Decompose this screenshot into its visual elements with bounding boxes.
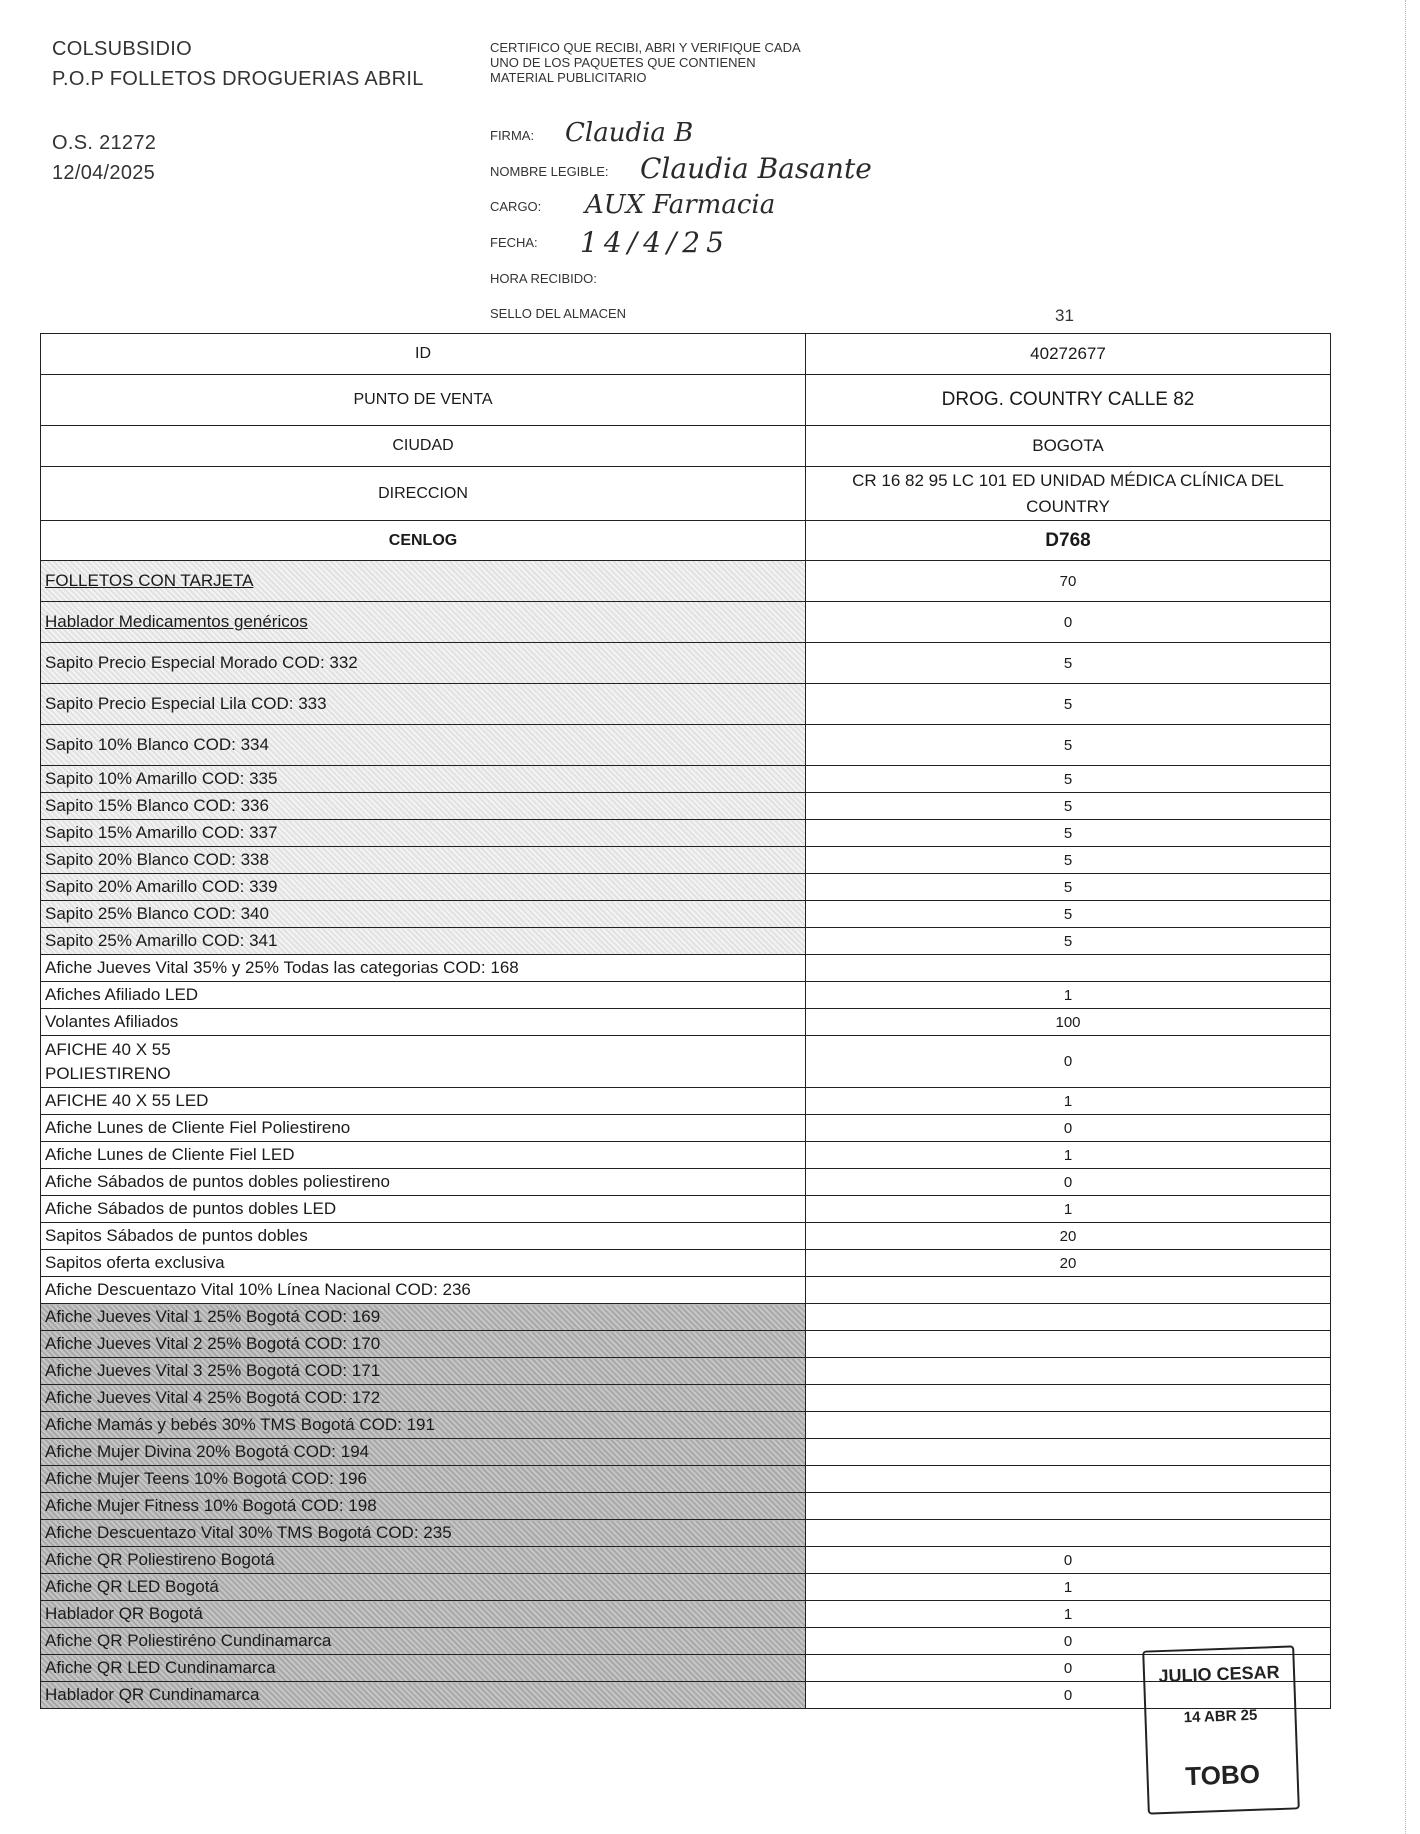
item-row [41, 602, 1331, 643]
item-quantity: 100 [806, 1009, 1331, 1036]
item-quantity [806, 1304, 1331, 1331]
fecha-label: FECHA: [490, 235, 538, 250]
item-row [41, 1196, 1331, 1223]
item-label [41, 1520, 806, 1547]
item-label-text: AFICHE 40 X 55 LED [45, 1091, 209, 1110]
row-id [41, 334, 1331, 375]
item-label [41, 901, 806, 928]
item-label [41, 1115, 806, 1142]
item-label [41, 955, 806, 982]
item-quantity: 1 [806, 1574, 1331, 1601]
item-quantity: 5 [806, 847, 1331, 874]
item-quantity: 1 [806, 1088, 1331, 1115]
item-label-text: Sapito Precio Especial Morado COD: 332 [45, 653, 358, 672]
cargo-label: CARGO: [490, 199, 542, 214]
item-row [41, 1682, 1331, 1709]
hora-label: HORA RECIBIDO: [490, 271, 597, 286]
row-cenlog [41, 521, 1331, 561]
item-quantity [806, 1385, 1331, 1412]
item-quantity [806, 1520, 1331, 1547]
cenlog-value: D768 [806, 521, 1331, 561]
item-label [41, 1358, 806, 1385]
item-label [41, 1439, 806, 1466]
item-label [41, 1277, 806, 1304]
item-label-text-line2: POLIESTIRENO [45, 1063, 171, 1083]
item-label-text: Afiche Jueves Vital 1 25% Bogotá COD: 169 [45, 1307, 381, 1326]
item-label [41, 1304, 806, 1331]
item-row [41, 1574, 1331, 1601]
row-direccion [41, 467, 1331, 521]
stamp-name: JULIO CESAR [1158, 1661, 1280, 1687]
id-value: 40272677 [806, 334, 1331, 375]
item-row [41, 1250, 1331, 1277]
item-label [41, 847, 806, 874]
item-label-text: Sapito 20% Blanco COD: 338 [45, 850, 269, 869]
item-label-text: Volantes Afiliados [45, 1012, 179, 1031]
item-label-text: Afiche Mujer Teens 10% Bogotá COD: 196 [45, 1469, 367, 1488]
item-label-text: Sapito 20% Amarillo COD: 339 [45, 877, 278, 896]
item-quantity: 70 [806, 561, 1331, 602]
order-number: O.S. 21272 [52, 132, 157, 154]
direccion-line-2: COUNTRY [1026, 496, 1110, 516]
item-label-text: Afiche Mujer Divina 20% Bogotá COD: 194 [45, 1442, 370, 1461]
item-quantity [806, 1412, 1331, 1439]
item-row [41, 847, 1331, 874]
item-quantity: 5 [806, 793, 1331, 820]
punto-venta-value: DROG. COUNTRY CALLE 82 [806, 375, 1331, 426]
item-label-text: Sapitos Sábados de puntos dobles [45, 1226, 308, 1245]
item-label-text: Hablador QR Cundinamarca [45, 1685, 260, 1704]
sello-label: SELLO DEL ALMACEN [490, 306, 627, 321]
item-quantity: 20 [806, 1223, 1331, 1250]
item-quantity: 1 [806, 982, 1331, 1009]
item-row [41, 643, 1331, 684]
scan-edge-line [1405, 0, 1406, 1834]
item-label-text: Sapitos oferta exclusiva [45, 1253, 225, 1272]
item-row [41, 1115, 1331, 1142]
item-label [41, 1493, 806, 1520]
item-label [41, 1628, 806, 1655]
item-row [41, 1466, 1331, 1493]
item-label [41, 928, 806, 955]
item-row [41, 1412, 1331, 1439]
item-label [41, 643, 806, 684]
item-label-text: Afiche Mujer Fitness 10% Bogotá COD: 198 [45, 1496, 377, 1515]
item-row [41, 1142, 1331, 1169]
item-row [41, 1493, 1331, 1520]
document-header [52, 34, 424, 188]
item-quantity: 5 [806, 643, 1331, 684]
item-row [41, 1547, 1331, 1574]
item-row [41, 820, 1331, 847]
delivery-table [40, 333, 1331, 1709]
item-row [41, 1439, 1331, 1466]
item-row [41, 1601, 1331, 1628]
item-label [41, 1574, 806, 1601]
item-quantity: 1 [806, 1601, 1331, 1628]
direccion-value [806, 467, 1331, 521]
company-name: COLSUBSIDIO [52, 38, 192, 60]
direccion-label: DIRECCION [41, 467, 806, 521]
certification-text: CERTIFICO QUE RECIBI, ABRI Y VERIFIQUE CADA UNO DE LOS PAQUETES QUE CONTIENEN MATERIAL PUBLICITARIO [490, 40, 800, 85]
stamp-place: TOBO [1184, 1758, 1261, 1792]
item-label [41, 1142, 806, 1169]
item-row [41, 793, 1331, 820]
item-row [41, 1520, 1331, 1547]
campaign-title: P.O.P FOLLETOS DROGUERIAS ABRIL [52, 68, 424, 90]
item-quantity: 0 [806, 1655, 1331, 1682]
item-row [41, 901, 1331, 928]
item-label [41, 1009, 806, 1036]
item-label [41, 602, 806, 643]
item-label-text: Hablador Medicamentos genéricos [45, 612, 308, 631]
item-label [41, 1547, 806, 1574]
item-label [41, 684, 806, 725]
item-quantity: 20 [806, 1250, 1331, 1277]
nombre-handwritten: Claudia Basante [640, 152, 872, 185]
item-label-text: Afiche Lunes de Cliente Fiel LED [45, 1145, 295, 1164]
punto-venta-label: PUNTO DE VENTA [41, 375, 806, 426]
item-label-text: Sapito 10% Amarillo COD: 335 [45, 769, 278, 788]
item-row [41, 982, 1331, 1009]
item-label [41, 1196, 806, 1223]
item-quantity [806, 1466, 1331, 1493]
item-label-text: Afiche Sábados de puntos dobles LED [45, 1199, 337, 1218]
item-row [41, 725, 1331, 766]
item-quantity [806, 1439, 1331, 1466]
item-label [41, 1088, 806, 1115]
item-quantity: 0 [806, 1682, 1331, 1709]
stamp-date: 14 ABR 25 [1183, 1706, 1258, 1727]
item-label-text: Afiche Lunes de Cliente Fiel Poliestireno [45, 1118, 351, 1137]
item-label-text: Afiche Descuentazo Vital 10% Línea Nacional COD: 236 [45, 1280, 471, 1299]
warehouse-stamp [1142, 1645, 1300, 1814]
item-label-text: Sapito 15% Amarillo COD: 337 [45, 823, 278, 842]
item-label-text: Sapito 25% Amarillo COD: 341 [45, 931, 278, 950]
item-label-text: FOLLETOS CON TARJETA [45, 571, 254, 590]
item-label-text: Afiche Jueves Vital 35% y 25% Todas las categorias COD: 168 [45, 958, 519, 977]
item-quantity [806, 1277, 1331, 1304]
item-quantity: 0 [806, 1036, 1331, 1088]
item-row [41, 1331, 1331, 1358]
document-date: 12/04/2025 [52, 162, 156, 184]
item-label [41, 561, 806, 602]
item-quantity [806, 1358, 1331, 1385]
fecha-handwritten: 14/4/25 [580, 226, 730, 259]
item-label-text: Afiche QR LED Bogotá [45, 1577, 219, 1596]
item-label-text: Afiche Sábados de puntos dobles poliestireno [45, 1172, 390, 1191]
item-row [41, 874, 1331, 901]
nombre-label: NOMBRE LEGIBLE: [490, 164, 609, 179]
cargo-handwritten: AUX Farmacia [585, 190, 776, 220]
item-label [41, 1169, 806, 1196]
item-row [41, 1655, 1331, 1682]
item-quantity: 5 [806, 766, 1331, 793]
item-quantity: 0 [806, 1169, 1331, 1196]
item-row [41, 1009, 1331, 1036]
item-label [41, 1385, 806, 1412]
item-quantity: 0 [806, 1628, 1331, 1655]
item-quantity [806, 1331, 1331, 1358]
item-label [41, 982, 806, 1009]
item-label-text: Sapito 25% Blanco COD: 340 [45, 904, 269, 923]
item-label [41, 1250, 806, 1277]
item-quantity: 1 [806, 1142, 1331, 1169]
item-quantity: 0 [806, 1547, 1331, 1574]
id-label: ID [41, 334, 806, 375]
item-quantity: 5 [806, 874, 1331, 901]
item-row [41, 955, 1331, 982]
sheet-number: 31 [1055, 306, 1074, 325]
item-label-text: Afiche Jueves Vital 3 25% Bogotá COD: 171 [45, 1361, 381, 1380]
item-label-text: Afiche Jueves Vital 2 25% Bogotá COD: 170 [45, 1334, 381, 1353]
item-label-text: Afiche Jueves Vital 4 25% Bogotá COD: 172 [45, 1388, 381, 1407]
item-label [41, 1466, 806, 1493]
item-label [41, 1655, 806, 1682]
item-row [41, 1223, 1331, 1250]
item-label-text: Sapito Precio Especial Lila COD: 333 [45, 694, 327, 713]
item-row [41, 1036, 1331, 1088]
item-row [41, 1169, 1331, 1196]
item-row [41, 1358, 1331, 1385]
item-quantity: 5 [806, 901, 1331, 928]
row-ciudad [41, 426, 1331, 467]
cenlog-label: CENLOG [41, 521, 806, 561]
item-label-text: Afiche QR LED Cundinamarca [45, 1658, 276, 1677]
item-quantity: 5 [806, 684, 1331, 725]
item-quantity: 5 [806, 820, 1331, 847]
item-label-text: Afiche QR Poliestiréno Cundinamarca [45, 1631, 332, 1650]
item-quantity: 0 [806, 602, 1331, 643]
ciudad-value: BOGOTA [806, 426, 1331, 467]
item-label-text: Afiche Mamás y bebés 30% TMS Bogotá COD: 191 [45, 1415, 435, 1434]
item-label [41, 1412, 806, 1439]
item-label-text: Sapito 15% Blanco COD: 336 [45, 796, 269, 815]
signature-handwritten: Claudia B [565, 118, 694, 148]
item-label [41, 725, 806, 766]
item-row [41, 684, 1331, 725]
item-label [41, 1601, 806, 1628]
item-label [41, 1223, 806, 1250]
item-row [41, 1304, 1331, 1331]
item-quantity: 1 [806, 1196, 1331, 1223]
item-quantity [806, 1493, 1331, 1520]
item-quantity: 5 [806, 928, 1331, 955]
item-label-text: AFICHE 40 X 55 [45, 1039, 171, 1059]
item-label-text: Afiches Afiliado LED [45, 985, 199, 1004]
item-label-text: Sapito 10% Blanco COD: 334 [45, 735, 269, 754]
item-row [41, 561, 1331, 602]
item-label [41, 1036, 806, 1088]
item-label [41, 793, 806, 820]
item-label [41, 1331, 806, 1358]
item-row [41, 1385, 1331, 1412]
item-row [41, 1088, 1331, 1115]
item-quantity [806, 955, 1331, 982]
item-label-text: Afiche QR Poliestireno Bogotá [45, 1550, 275, 1569]
row-punto-venta [41, 375, 1331, 426]
item-row [41, 766, 1331, 793]
item-label [41, 820, 806, 847]
item-quantity: 5 [806, 725, 1331, 766]
item-quantity: 0 [806, 1115, 1331, 1142]
item-label [41, 874, 806, 901]
direccion-line-1: CR 16 82 95 LC 101 ED UNIDAD MÉDICA CLÍNICA DEL [852, 470, 1284, 490]
item-label-text: Hablador QR Bogotá [45, 1604, 203, 1623]
item-label [41, 1682, 806, 1709]
item-label-text: Afiche Descuentazo Vital 30% TMS Bogotá COD: 235 [45, 1523, 452, 1542]
item-label [41, 766, 806, 793]
item-row [41, 928, 1331, 955]
firma-label: FIRMA: [490, 128, 535, 143]
item-row [41, 1277, 1331, 1304]
ciudad-label: CIUDAD [41, 426, 806, 467]
item-row [41, 1628, 1331, 1655]
